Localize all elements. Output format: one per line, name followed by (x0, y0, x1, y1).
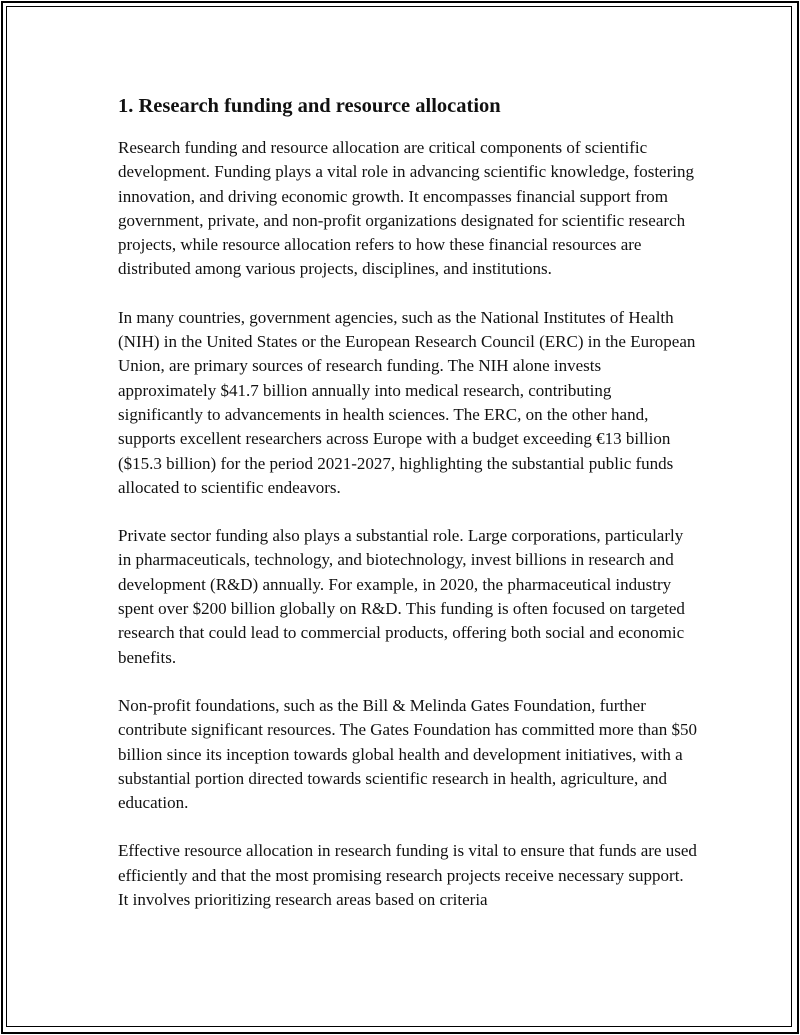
paragraph-private-funding: Private sector funding also plays a substantial role. Large corporations, particularly in pharmaceuticals, technology, and biotechnology, invest billions in research and development (R&D) annually. For example, in 2020, the pharmaceutical industry spent over $200 billion globally on R&D. This funding is often focused on targeted research that could lead to commercial products, offering both social and economic benefits. (118, 526, 685, 667)
section-heading: 1. Research funding and resource allocation (118, 95, 501, 117)
paragraph-nonprofit-funding: Non-profit foundations, such as the Bill & Melinda Gates Foundation, further contribute significant resources. The Gates Foundation has committed more than $50 billion since its inception towards global health and development initiatives, with a substantial portion directed towards scientific research in health, agriculture, and education. (118, 695, 697, 813)
paragraph-intro: Research funding and resource allocation are critical components of scientific development. Funding plays a vital role in advancing scientific knowledge, fostering innovation, and driving economic growth. It encompasses financial support from government, private, and non-profit organizations designated for scientific research projects, while resource allocation refers to how these financial resources are distributed among various projects, disciplines, and institutions. (118, 138, 694, 279)
document-body (118, 92, 698, 936)
paragraph-government-funding: In many countries, government agencies, such as the National Institutes of Health (NIH) in the United States or the European Research Council (ERC) in the European Union, are primary sources of research funding. The NIH alone invests approximately $41.7 billion annually into medical research, contributing significantly to advancements in health sciences. The ERC, on the other hand, supports excellent researchers across Europe with a budget exceeding €13 billion ($15.3 billion) for the period 2021-2027, highlighting the substantial public funds allocated to scientific endeavors. (118, 307, 696, 497)
paragraph-resource-allocation: Effective resource allocation in research funding is vital to ensure that funds are used efficiently and that the most promising research projects receive necessary support. It involves prioritizing research areas based on criteria (118, 841, 697, 910)
